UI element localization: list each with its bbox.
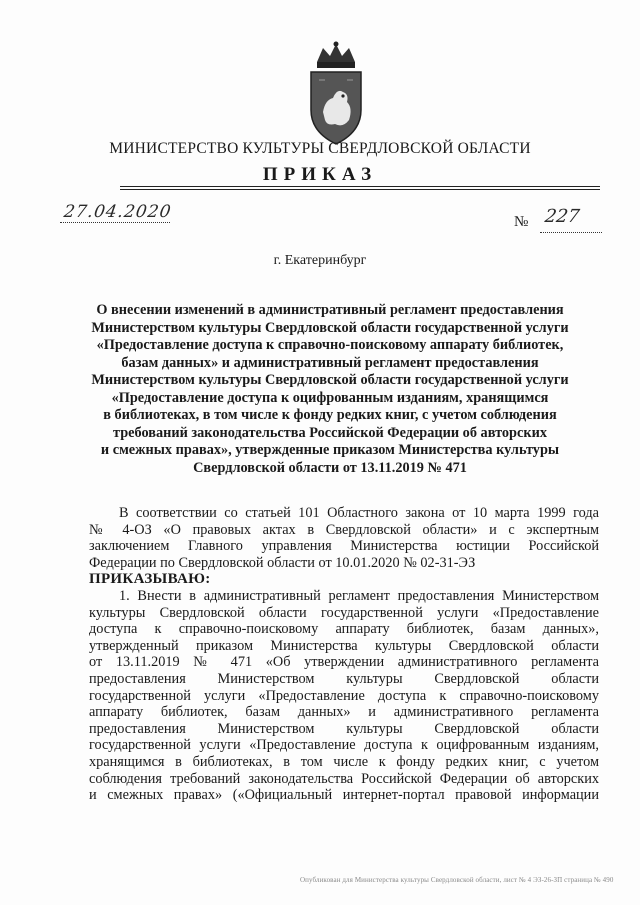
heading-line: требований законодательства Российской Федерации об авторских bbox=[113, 424, 547, 441]
item-line: государственной услуги «Предоставление доступа к справочно-поисковому bbox=[89, 687, 599, 704]
number-label: № bbox=[514, 214, 529, 230]
header-rule bbox=[120, 186, 600, 187]
heading-line: Министерством культуры Свердловской области государственной услуги bbox=[91, 372, 569, 388]
header-rule-thin bbox=[120, 189, 600, 190]
document-heading bbox=[70, 302, 590, 477]
item-line: и смежных правах» («Официальный интернет-портал правовой информации bbox=[89, 787, 599, 804]
item-line: соблюдения требований законодательства Российской Федерации об авторских bbox=[89, 770, 599, 787]
preamble-line: № 4-ОЗ «О правовых актах в Свердловской области» и с экспертным bbox=[89, 521, 599, 538]
item-line: 1. Внести в административный регламент предоставления Министерством bbox=[119, 587, 599, 604]
item-line: предоставления Министерством культуры Свердловской области bbox=[89, 670, 599, 687]
item-line: хранящимся в библиотеках, в том числе к фонду редких книг, с учетом bbox=[89, 753, 599, 770]
date-underline bbox=[60, 222, 170, 223]
document-type: ПРИКАЗ bbox=[262, 164, 378, 185]
item-line: государственной услуги «Предоставление доступа к оцифрованным изданиям, bbox=[89, 737, 599, 754]
heading-line: «Предоставление доступа к справочно-поисковому аппарату библиотек, bbox=[96, 337, 564, 353]
preamble-line: В соответствии со статьей 101 Областного закона от 10 марта 1999 года bbox=[119, 505, 599, 521]
item-line: аппарату библиотек, базам данных» и административного регламента bbox=[89, 704, 599, 721]
item-line: доступа к справочно-поисковому аппарату библиотек, базам данных», bbox=[89, 621, 599, 638]
item-line: утвержденный приказом Министерства культуры Свердловской области bbox=[89, 637, 599, 654]
footer-stamp: Опубликован для Министерства культуры Свердловской области, лист № 4 ЭЗ-26-ЗП страница № 490 bbox=[300, 876, 614, 884]
item-line: предоставления Министерством культуры Свердловской области bbox=[89, 720, 599, 737]
item-line: культуры Свердловской области государственной услуги «Предоставление bbox=[89, 604, 599, 621]
heading-line: базам данных» и административный регламент предоставления bbox=[121, 354, 539, 371]
number-underline bbox=[540, 232, 602, 233]
coat-of-arms-icon bbox=[303, 40, 369, 150]
heading-line: и смежных правах», утвержденные приказом Министерства культуры bbox=[100, 442, 560, 458]
document-body bbox=[89, 505, 599, 804]
item-line: от 13.11.2019 № 471 «Об утверждении административного регламента bbox=[89, 654, 599, 671]
ministry-name: МИНИСТЕРСТВО КУЛЬТУРЫ СВЕРДЛОВСКОЙ ОБЛАСТИ bbox=[109, 140, 531, 157]
heading-line: «Предоставление доступа к оцифрованным изданиям, хранящимся bbox=[111, 389, 549, 406]
heading-line: в библиотеках, в том числе к фонду редких книг, с учетом соблюдения bbox=[103, 407, 557, 423]
city: г. Екатеринбург bbox=[273, 253, 367, 268]
heading-line: Свердловской области от 13.11.2019 № 471 bbox=[193, 459, 467, 476]
preamble-line: заключением Главного управления Министерства юстиции Российской bbox=[89, 538, 599, 555]
order-date: 27.04.2020 bbox=[62, 202, 173, 222]
heading-line: О внесении изменений в административный регламент предоставления bbox=[96, 302, 564, 318]
heading-line: Министерством культуры Свердловской области государственной услуги bbox=[91, 319, 569, 336]
preamble-line: Федерации по Свердловской области от 10.01.2020 № 02-31-ЭЗ bbox=[89, 554, 476, 571]
order-number: 227 bbox=[543, 206, 581, 227]
decree-word: ПРИКАЗЫВАЮ: bbox=[89, 571, 211, 588]
